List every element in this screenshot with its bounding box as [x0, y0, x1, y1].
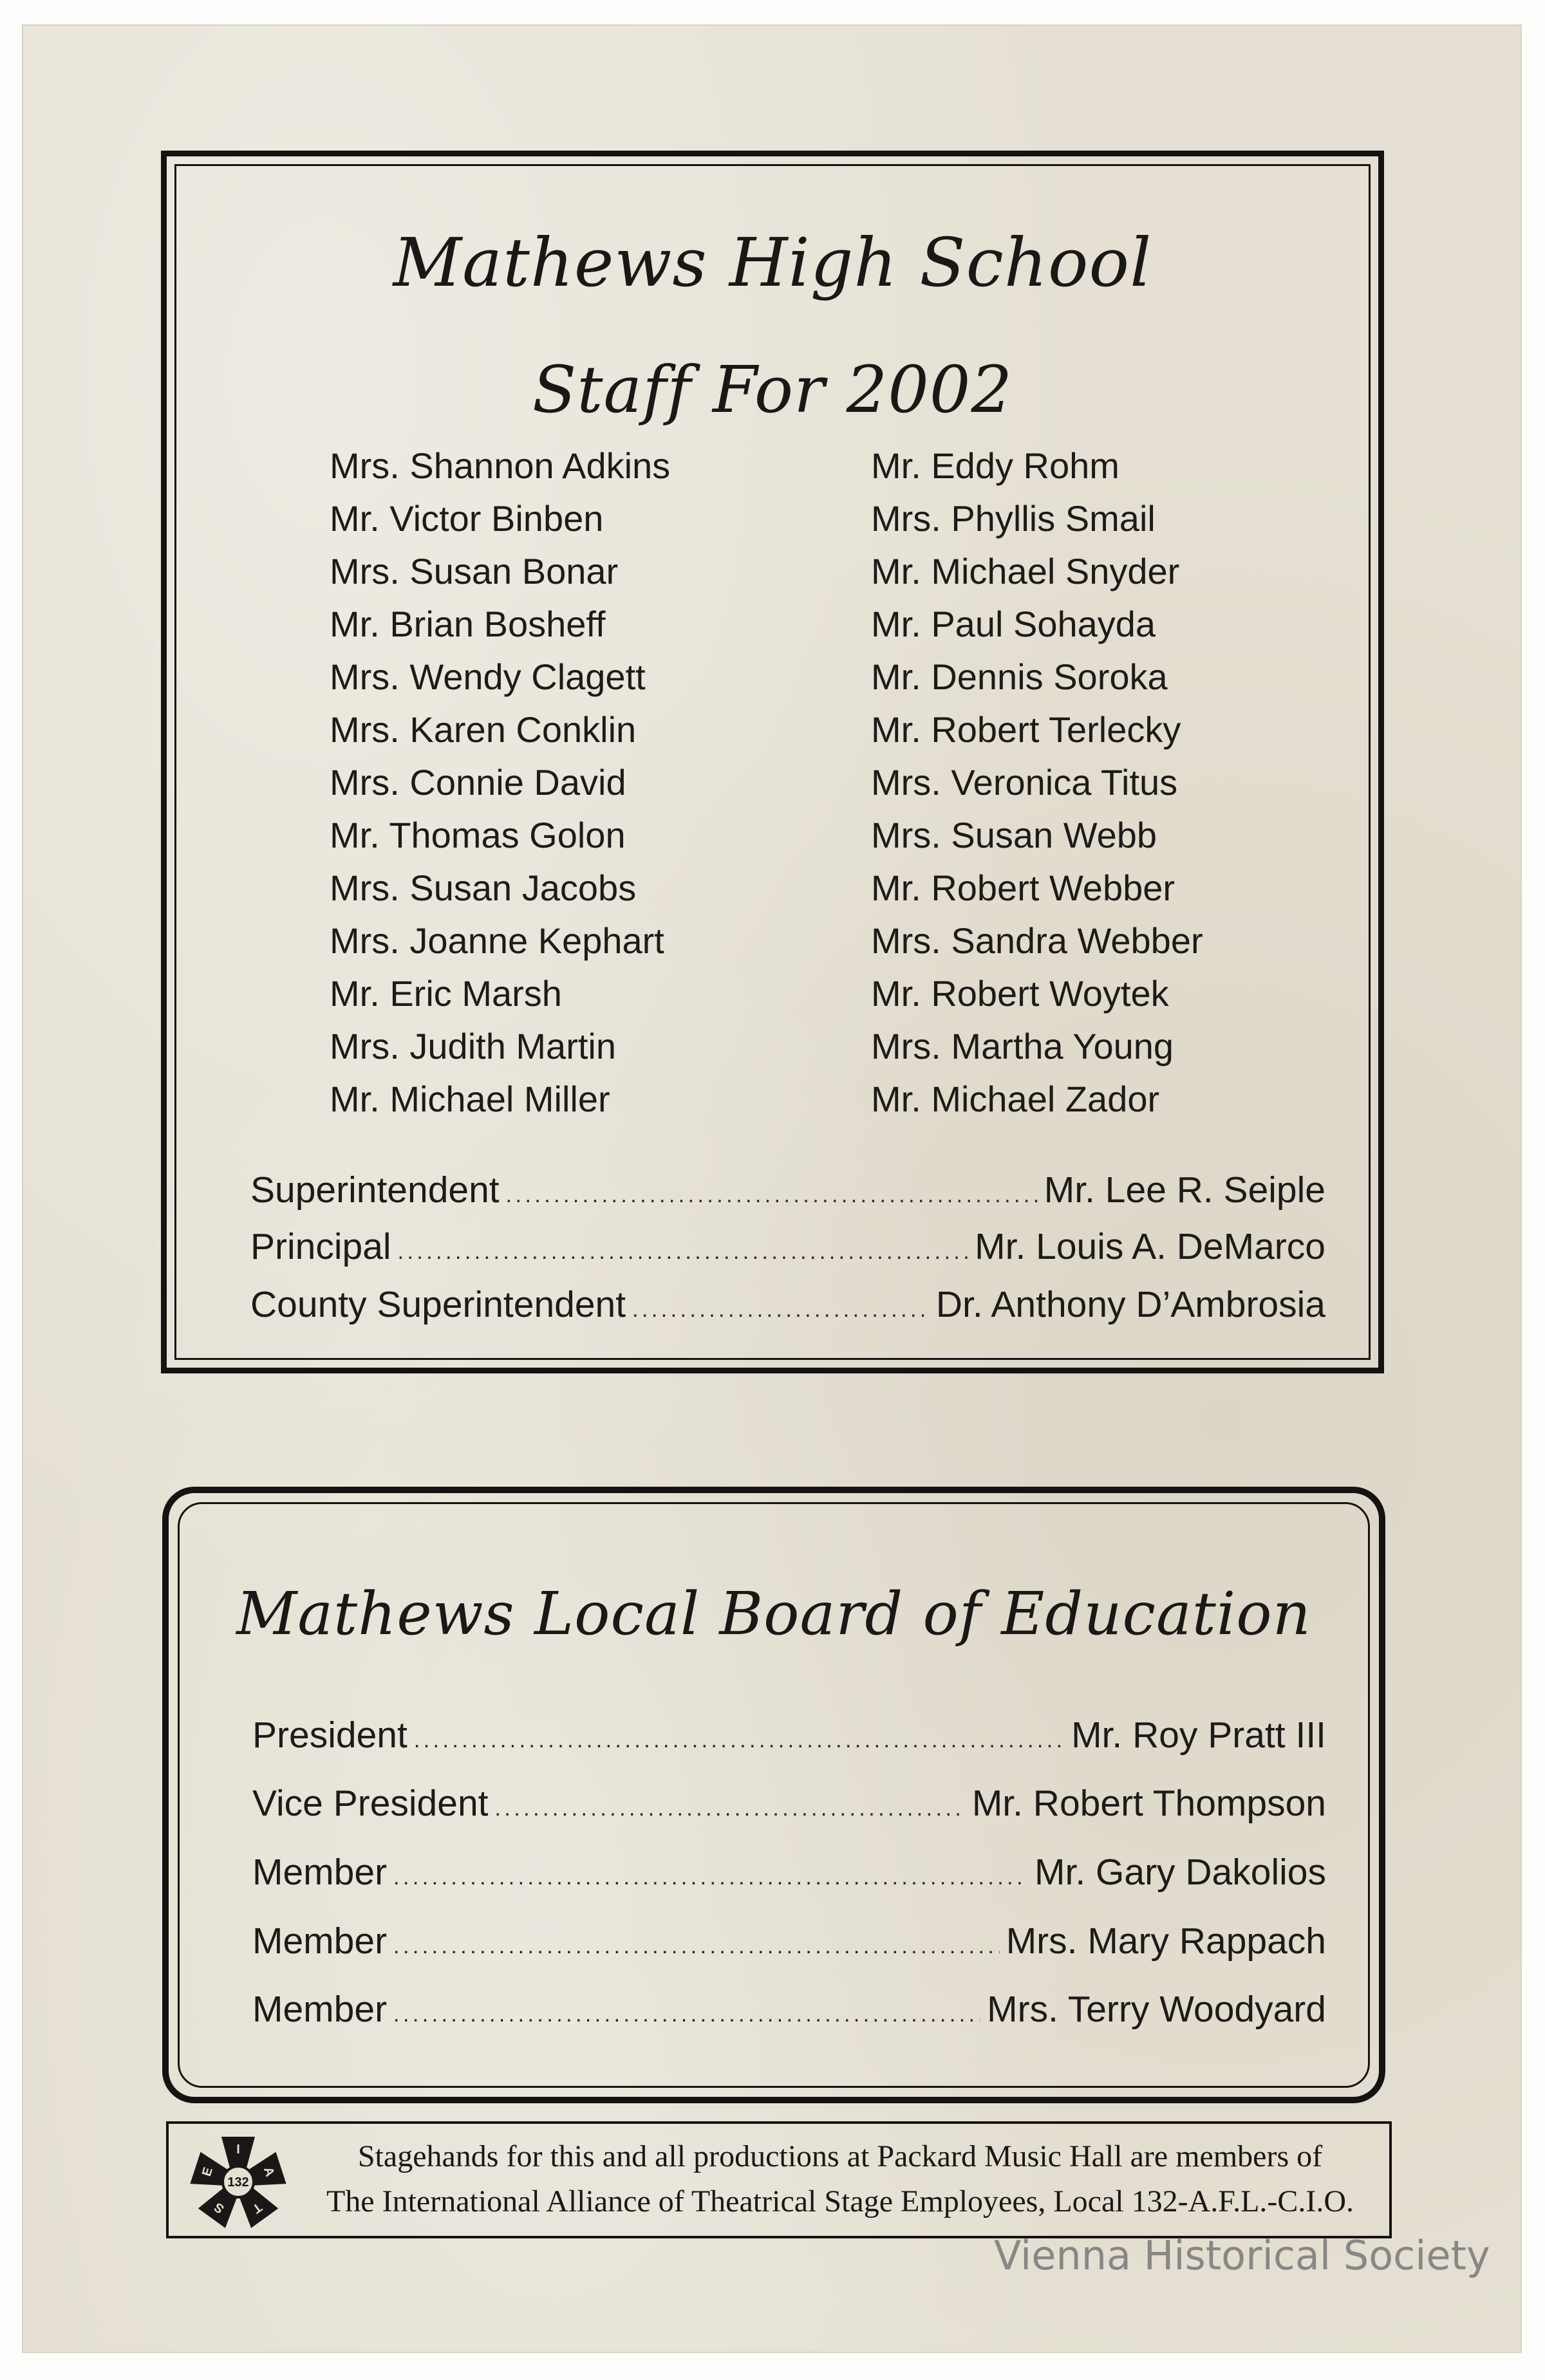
staff-member: Mrs. Karen Conklin — [330, 709, 637, 750]
official-row-county-superintendent — [250, 1276, 1325, 1338]
official-name: Dr. Anthony D’Ambrosia — [935, 1284, 1325, 1325]
dot-leader — [495, 1775, 966, 1837]
union-notice-line1: Stagehands for this and all productions at Packard Music Hall are members of — [357, 2139, 1323, 2173]
official-role: Superintendent — [250, 1169, 500, 1211]
dot-leader — [506, 1162, 1038, 1223]
staff-member: Mrs. Wendy Clagett — [330, 656, 646, 697]
staff-member: Mrs. Martha Young — [871, 1026, 1174, 1066]
staff-member: Mr. Robert Woytek — [871, 973, 1169, 1014]
staff-member: Mrs. Susan Webb — [871, 815, 1157, 855]
union-notice — [310, 2134, 1370, 2224]
board-row-member — [252, 1913, 1326, 1975]
staff-list-right — [871, 440, 1203, 1126]
staff-member: Mrs. Susan Bonar — [330, 551, 619, 591]
staff-member: Mr. Thomas Golon — [330, 815, 626, 855]
iatse-emblem-icon — [187, 2130, 290, 2233]
board-title: Mathews Local Board of Education — [236, 1579, 1311, 1648]
emblem-letter: T — [249, 2199, 265, 2216]
staff-list-left — [330, 440, 670, 1126]
staff-member: Mr. Michael Miller — [330, 1079, 610, 1119]
dot-leader — [393, 1981, 980, 2043]
official-role: County Superintendent — [250, 1284, 626, 1325]
dot-leader — [393, 1844, 1028, 1906]
union-notice-frame — [166, 2121, 1392, 2238]
watermark: Vienna Historical Society — [994, 2232, 1490, 2279]
staff-title-line2: Staff For 2002 — [532, 352, 1013, 427]
staff-member: Mr. Robert Terlecky — [871, 709, 1181, 750]
staff-member: Mr. Robert Webber — [871, 868, 1175, 908]
board-member-name: Mr. Roy Pratt III — [1071, 1715, 1326, 1756]
board-role: Member — [252, 1852, 388, 1893]
board-member-name: Mrs. Mary Rappach — [1006, 1920, 1326, 1962]
union-notice-line2: The International Alliance of Theatrical Stage Employees, Local 132-A.F.L.-C.I.O. — [326, 2184, 1354, 2218]
emblem-letter: S — [211, 2199, 227, 2217]
program-page — [23, 26, 1521, 2352]
official-name: Mr. Lee R. Seiple — [1044, 1169, 1325, 1211]
staff-member: Mr. Eddy Rohm — [871, 445, 1119, 486]
board-row-member — [252, 1844, 1326, 1906]
board-role: Vice President — [252, 1783, 489, 1824]
staff-member: Mrs. Veronica Titus — [871, 762, 1178, 803]
staff-member: Mr. Dennis Soroka — [871, 656, 1168, 697]
staff-member: Mr. Michael Snyder — [871, 551, 1180, 591]
board-frame — [162, 1487, 1385, 2103]
staff-member: Mrs. Susan Jacobs — [330, 868, 637, 908]
staff-member: Mrs. Judith Martin — [330, 1026, 616, 1066]
staff-title-line1: Mathews High School — [393, 223, 1152, 302]
staff-member: Mrs. Joanne Kephart — [330, 920, 664, 961]
official-name: Mr. Louis A. DeMarco — [975, 1226, 1325, 1267]
staff-member: Mrs. Connie David — [330, 762, 626, 803]
board-row-president — [252, 1707, 1326, 1769]
board-role: Member — [252, 1989, 388, 2030]
staff-member: Mrs. Phyllis Smail — [871, 498, 1156, 539]
staff-frame — [161, 151, 1384, 1373]
dot-leader — [414, 1707, 1065, 1769]
official-row-superintendent — [250, 1162, 1325, 1223]
board-row-vice-president — [252, 1775, 1326, 1837]
official-role: Principal — [250, 1226, 391, 1267]
emblem-letter: A — [260, 2165, 277, 2179]
board-role: President — [252, 1715, 407, 1756]
dot-leader — [393, 1913, 1000, 1975]
board-role: Member — [252, 1920, 388, 1962]
staff-member: Mrs. Shannon Adkins — [330, 445, 671, 486]
emblem-local-number: 132 — [227, 2175, 249, 2189]
board-row-member — [252, 1981, 1326, 2043]
staff-member: Mr. Brian Bosheff — [330, 604, 606, 644]
emblem-letter: I — [236, 2143, 240, 2157]
board-member-name: Mr. Gary Dakolios — [1035, 1852, 1326, 1893]
board-member-name: Mrs. Terry Woodyard — [987, 1989, 1326, 2030]
board-member-name: Mr. Robert Thompson — [971, 1783, 1326, 1824]
staff-member: Mr. Michael Zador — [871, 1079, 1160, 1119]
dot-leader — [632, 1276, 930, 1338]
emblem-letter: E — [199, 2165, 216, 2179]
staff-member: Mr. Victor Binben — [330, 498, 604, 539]
staff-member: Mr. Eric Marsh — [330, 973, 562, 1014]
staff-member: Mrs. Sandra Webber — [871, 920, 1203, 961]
dot-leader — [398, 1218, 969, 1280]
staff-member: Mr. Paul Sohayda — [871, 604, 1156, 644]
official-row-principal — [250, 1218, 1325, 1280]
